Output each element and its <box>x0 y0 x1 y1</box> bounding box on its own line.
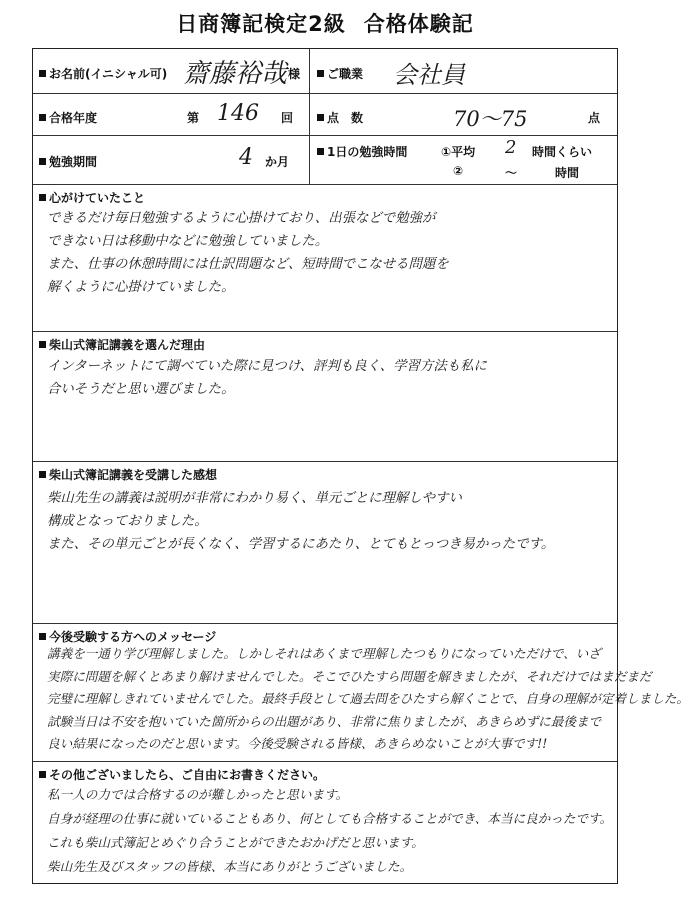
study-period-value[interactable]: 4 <box>239 145 253 170</box>
section-label-mindset: 心がけていたこと <box>39 189 145 206</box>
occupation-value[interactable]: 会社員 <box>393 61 465 89</box>
score-value[interactable]: 70～75 <box>453 107 528 131</box>
document-title <box>0 8 650 38</box>
section-answer-impression[interactable]: 柴山先生の講義は説明が非常にわかり易く、単元ごとに理解しやすい 構成となっておりました。 また、その単元ごとが長くなく、学習するにあたり、とてもとっつき易かったです。 <box>47 491 555 552</box>
section-label-impression: 柴山式簿記講義を受講した感想 <box>39 466 217 483</box>
daily-label: 1日の勉強時間 <box>317 143 407 160</box>
daily-2-suffix: 時間 <box>555 166 580 180</box>
pass-suffix: 回 <box>281 111 294 125</box>
pass-value[interactable]: 146 <box>217 101 259 126</box>
section-answer-reason[interactable]: インターネットにて調べていた際に見つけ、評判も良く、学習方法も私に 合いそうだと思い選びました。 <box>47 359 487 397</box>
daily-avg-suffix: 時間くらい <box>532 145 593 159</box>
pass-year-label: 合格年度 <box>39 109 97 126</box>
study-period-suffix: か月 <box>265 155 290 169</box>
study-period-label: 勉強期間 <box>39 153 97 170</box>
score-label: 点 数 <box>317 109 363 126</box>
daily-avg-value[interactable]: 2 <box>505 137 517 158</box>
section-answer-other[interactable]: 私一人の力では合格するのが難しかったと思います。 自身が経理の仕事に就いていることもあり、何としても合格することができ、本当に良かったです。 これも柴山式簿記とめぐり合うことができたおかげだと思います。 柴山先生及びスタッフの皆様、本当にありがとうございました。 <box>47 787 613 874</box>
section-answer-mindset[interactable]: できるだけ毎日勉強するように心掛けており、出張などで勉強が できない日は移動中などに勉強していました。 また、仕事の休憩時間には仕訳問題など、短時間でこなせる問題を 解くように心掛けていました。 <box>47 211 449 295</box>
title-main: 日商簿記検定2級 <box>176 12 346 36</box>
name-suffix: 様 <box>288 67 301 81</box>
daily-2-label: ② <box>453 164 464 178</box>
score-suffix: 点 <box>588 111 601 125</box>
section-answer-message[interactable]: 講義を一通り学び理解しました。しかしそれはあくまで理解したつもりになっていただけで、いざ 実際に問題を解くとあまり解けませんでした。そこでひたすら問題を解きましたが、それだけではまだまだ 完璧に理解しきれていませんでした。最終手段として過去問をひたすら解くことで、自身の理解が定着しました。 試験当日は不安を抱いていた箇所からの出題があり、非常に焦りましたが、あきらめずに最後まで 良い結果になったのだと思います。今後受験される皆様、あきらめないことが大事です!! <box>47 646 689 751</box>
daily-avg-label: ①平均 <box>441 145 476 159</box>
name-value[interactable]: 齋藤裕哉 <box>183 59 288 89</box>
occupation-label: ご職業 <box>317 65 363 82</box>
daily-2-tilde: ～ <box>505 166 518 180</box>
experience-form <box>32 48 689 884</box>
title-sub: 合格体験記 <box>363 12 474 36</box>
name-label: お名前(イニシャル可) <box>39 65 167 82</box>
section-label-reason: 柴山式簿記講義を選んだ理由 <box>39 336 205 353</box>
pass-prefix: 第 <box>187 111 200 125</box>
section-label-other: その他ございましたら、ご自由にお書きください。 <box>39 766 325 783</box>
section-label-message: 今後受験する方へのメッセージ <box>39 628 216 645</box>
